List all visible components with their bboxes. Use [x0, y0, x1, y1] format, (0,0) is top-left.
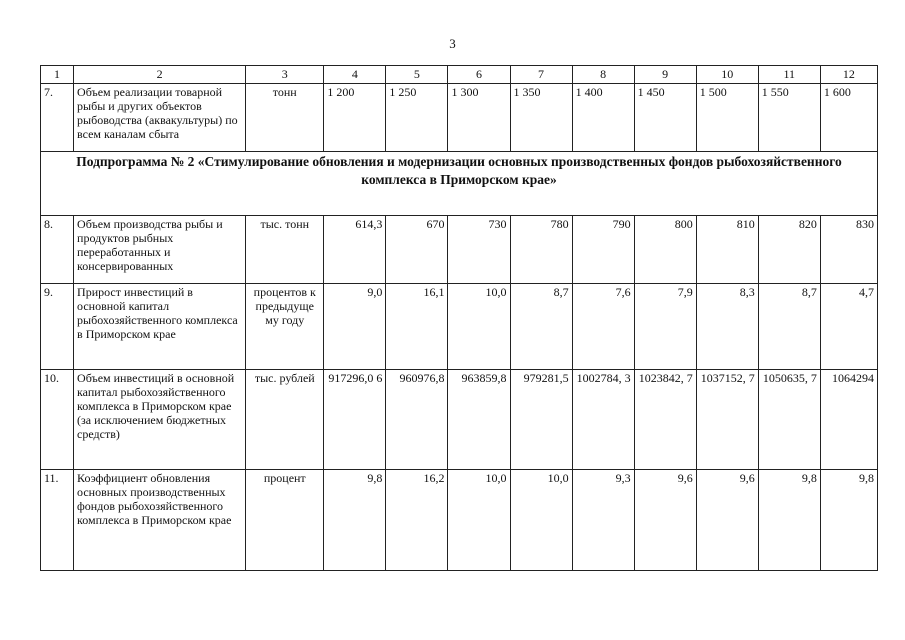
- value-cell: 10,0: [448, 470, 510, 571]
- table-row: [41, 216, 878, 284]
- value-cell: 800: [634, 216, 696, 284]
- value-cell: 780: [510, 216, 572, 284]
- column-number-row: [41, 66, 878, 84]
- value-cell: 1064294: [820, 370, 877, 470]
- row-number: 11.: [41, 470, 74, 571]
- value-cell: 810: [696, 216, 758, 284]
- value-cell: 1 400: [572, 84, 634, 152]
- value-cell: 614,3: [324, 216, 386, 284]
- value-cell: 10,0: [448, 284, 510, 370]
- table-row: [41, 284, 878, 370]
- value-cell: 1037152, 7: [696, 370, 758, 470]
- value-cell: 790: [572, 216, 634, 284]
- column-number: 3: [246, 66, 324, 84]
- column-number: 9: [634, 66, 696, 84]
- value-cell: 4,7: [820, 284, 877, 370]
- unit-cell: процент: [246, 470, 324, 571]
- row-number: 7.: [41, 84, 74, 152]
- table-row: [41, 84, 878, 152]
- value-cell: 16,2: [386, 470, 448, 571]
- column-number: 11: [758, 66, 820, 84]
- page-number: 3: [449, 36, 456, 51]
- column-number: 2: [74, 66, 246, 84]
- unit-cell: процентов к предыдуще му году: [246, 284, 324, 370]
- indicator-name: Объем инвестиций в основной капитал рыбохозяйственного комплекса в Приморском крае (за исключением бюджетных средств): [74, 370, 246, 470]
- indicator-name: Коэффициент обновления основных производственных фондов рыбохозяйственного комплекса в Приморском крае: [74, 470, 246, 571]
- column-number: 6: [448, 66, 510, 84]
- value-cell: 820: [758, 216, 820, 284]
- unit-cell: тонн: [246, 84, 324, 152]
- value-cell: 9,8: [820, 470, 877, 571]
- value-cell: 1 250: [386, 84, 448, 152]
- value-cell: 1 200: [324, 84, 386, 152]
- value-cell: 730: [448, 216, 510, 284]
- indicator-name: Объем производства рыбы и продуктов рыбных переработанных и консервированных: [74, 216, 246, 284]
- indicators-table: [40, 65, 878, 571]
- value-cell: 830: [820, 216, 877, 284]
- value-cell: 1 450: [634, 84, 696, 152]
- value-cell: 9,8: [758, 470, 820, 571]
- indicator-name: Объем реализации товарной рыбы и других объектов рыбоводства (аквакультуры) по всем каналам сбыта: [74, 84, 246, 152]
- value-cell: 7,9: [634, 284, 696, 370]
- table-row: [41, 370, 878, 470]
- value-cell: 1 600: [820, 84, 877, 152]
- value-cell: 16,1: [386, 284, 448, 370]
- row-number: 8.: [41, 216, 74, 284]
- value-cell: 1 500: [696, 84, 758, 152]
- value-cell: 7,6: [572, 284, 634, 370]
- value-cell: 963859,8: [448, 370, 510, 470]
- value-cell: 8,3: [696, 284, 758, 370]
- value-cell: 8,7: [758, 284, 820, 370]
- column-number: 4: [324, 66, 386, 84]
- value-cell: 917296,0 6: [324, 370, 386, 470]
- column-number: 1: [41, 66, 74, 84]
- subprogram-row: [41, 152, 878, 216]
- column-number: 7: [510, 66, 572, 84]
- indicator-name: Прирост инвестиций в основной капитал рыбохозяйственного комплекса в Приморском крае: [74, 284, 246, 370]
- unit-cell: тыс. рублей: [246, 370, 324, 470]
- row-number: 10.: [41, 370, 74, 470]
- subprogram-title: Подпрограмма № 2 «Стимулирование обновления и модернизации основных производственных фондов рыбохозяйственного комплекса в Приморском крае»: [41, 152, 878, 216]
- value-cell: 670: [386, 216, 448, 284]
- value-cell: 1 550: [758, 84, 820, 152]
- value-cell: 10,0: [510, 470, 572, 571]
- row-number: 9.: [41, 284, 74, 370]
- value-cell: 9,6: [696, 470, 758, 571]
- column-number: 12: [820, 66, 877, 84]
- value-cell: 1 300: [448, 84, 510, 152]
- table-row: [41, 470, 878, 571]
- column-number: 8: [572, 66, 634, 84]
- value-cell: 9,6: [634, 470, 696, 571]
- column-number: 10: [696, 66, 758, 84]
- value-cell: 9,0: [324, 284, 386, 370]
- value-cell: 960976,8: [386, 370, 448, 470]
- value-cell: 1023842, 7: [634, 370, 696, 470]
- value-cell: 1050635, 7: [758, 370, 820, 470]
- value-cell: 9,3: [572, 470, 634, 571]
- column-number: 5: [386, 66, 448, 84]
- value-cell: 8,7: [510, 284, 572, 370]
- value-cell: 1 350: [510, 84, 572, 152]
- value-cell: 9,8: [324, 470, 386, 571]
- value-cell: 979281,5: [510, 370, 572, 470]
- unit-cell: тыс. тонн: [246, 216, 324, 284]
- value-cell: 1002784, 3: [572, 370, 634, 470]
